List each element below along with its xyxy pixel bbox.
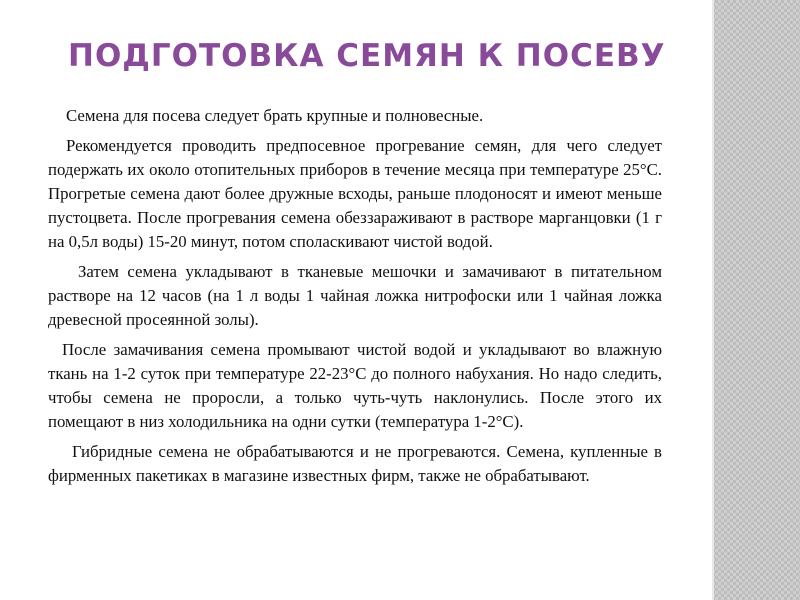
decorative-side-strip xyxy=(712,0,800,600)
paragraph-seed-selection: Семена для посева следует брать крупные и полновесные. xyxy=(66,106,484,125)
paragraph-soaking: Затем семена укладывают в тканевые мешочки и замачивают в питательном растворе на 12 часов (на 1 л воды 1 чайная ложка нитрофоски или 1 чайная ложка древесной просеянной золы). xyxy=(48,262,662,329)
slide-body xyxy=(48,104,662,494)
paragraph-hybrid-seeds: Гибридные семена не обрабатываются и не прогреваются. Семена, купленные в фирменных пакетиках в магазине известных фирм, также не обрабатывают. xyxy=(48,442,662,485)
paragraph-swelling-hardening: После замачивания семена промывают чистой водой и укладывают во влажную ткань на 1-2 суток при температуре 22-23°С до полного набухания. Но надо следить, чтобы семена не проросли, а только чуть-чуть наклонулись. После этого их помещают в низ холодильника на одни сутки (температура 1-2°С). xyxy=(48,340,662,431)
side-strip-edge xyxy=(712,0,714,600)
slide-title: ПОДГОТОВКА СЕМЯН К ПОСЕВУ xyxy=(68,38,666,74)
paragraph-warming-disinfection: Рекомендуется проводить предпосевное прогревание семян, для чего следует подержать их около отопительных приборов в течение месяца при температуре 25°С. Прогретые семена дают более дружные всходы, раньше плодоносят и имеют меньше пустоцвета. После прогревания семена обеззараживают в растворе марганцовки (1 г на 0,5л воды) 15-20 минут, потом споласкивают чистой водой. xyxy=(48,136,662,251)
